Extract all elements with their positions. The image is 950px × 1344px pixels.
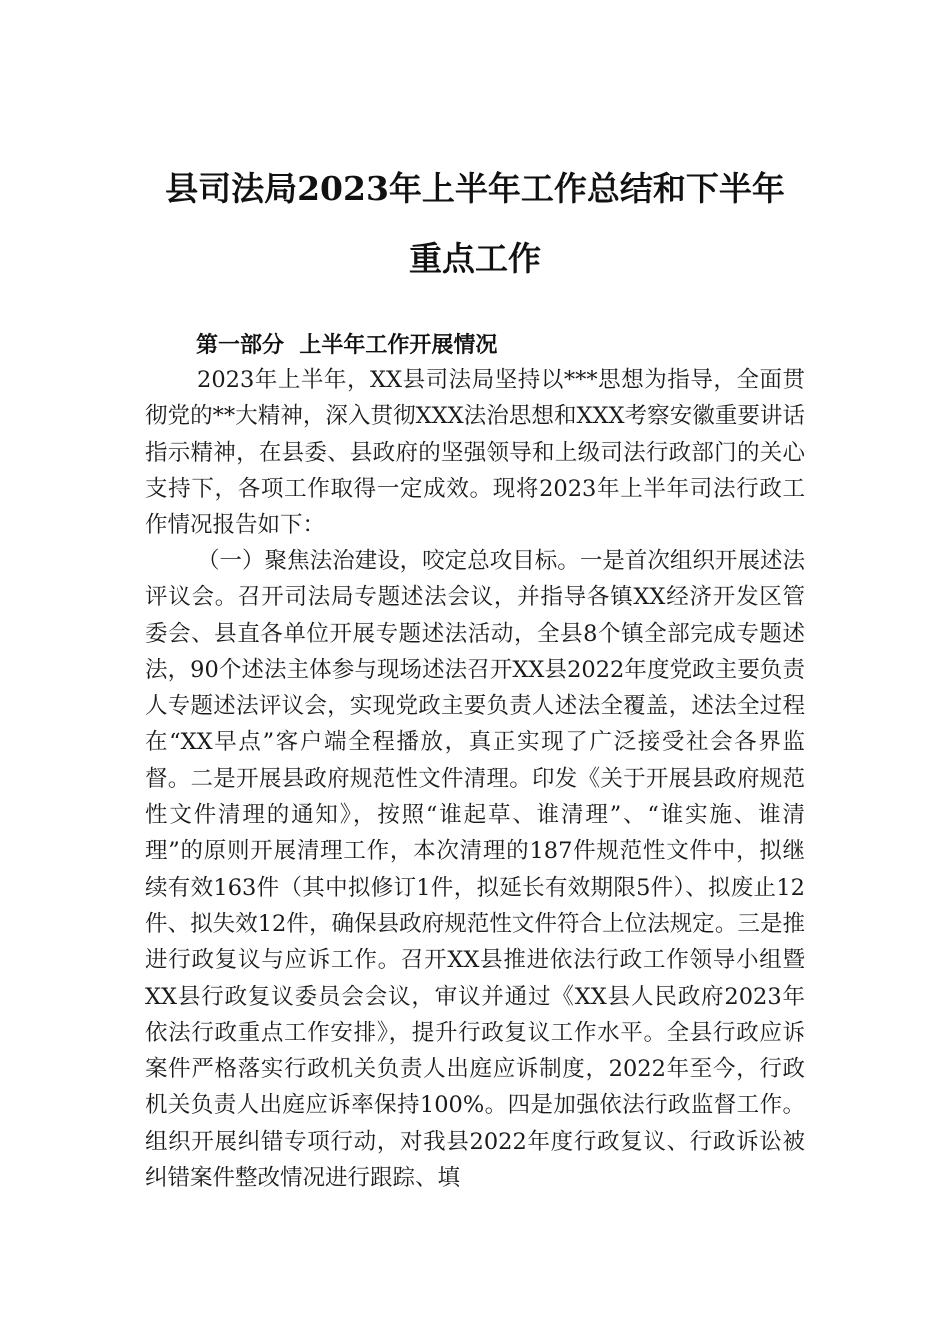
document-title-line-1: 县司法局2023年上半年工作总结和下半年 [165, 169, 785, 208]
section-heading: 第一部分 上半年工作开展情况 [196, 333, 498, 358]
paragraph-rule-of-law [145, 543, 805, 1196]
paragraph-body: 一是首次组织开展述法评议会。召开司法局专题述法会议，并指导各镇XX经济开发区管委会、县直各单位开展专题述法活动，全县8个镇全部完成专题述法，90个述法主体参与现场述法召开XX县2022年度党政主要负责人专题述法评议会，实现党政主要负责人述法全覆盖，述法全过程在“XX早点”客户端全程播放，真正实现了广泛接受社会各界监督。二是开展县政府规范性文件清理。印发《关于开展县政府规范性文件清理的通知》，按照“谁起草、谁清理”、“谁实施、谁清理”的原则开展清理工作，本次清理的187件规范性文件中，拟继续有效163件（其中拟修订1件，拟延长有效期限5件）、拟废止12件、拟失效12件，确保县政府规范性文件符合上位法规定。三是推进行政复议与应诉工作。召开XX县推进依法行政工作领导小组暨XX县行政复议委员会会议，审议并通过《XX县人民政府2023年依法行政重点工作安排》，提升行政复议工作水平。全县行政应诉案件严格落实行政机关负责人出庭应诉制度，2022年至今，行政机关负责人出庭应诉率保持100%。四是加强依法行政监督工作。组织开展纠错专项行动，对我县2022年度行政复议、行政诉讼被纠错案件整改情况进行跟踪、填 [145, 548, 805, 1192]
document-title-line-2: 重点工作 [409, 239, 541, 278]
paragraph-intro: 2023年上半年，XX县司法局坚持以***思想为指导，全面贯彻党的**大精神，深入贯彻XXX法治思想和XXX考察安徽重要讲话指示精神，在县委、县政府的坚强领导和上级司法行政部门的关心支持下，各项工作取得一定成效。现将2023年上半年司法行政工作情况报告如下： [145, 367, 805, 539]
paragraph-lead-heading: （一）聚焦法治建设，咬定总攻目标。 [197, 548, 580, 574]
